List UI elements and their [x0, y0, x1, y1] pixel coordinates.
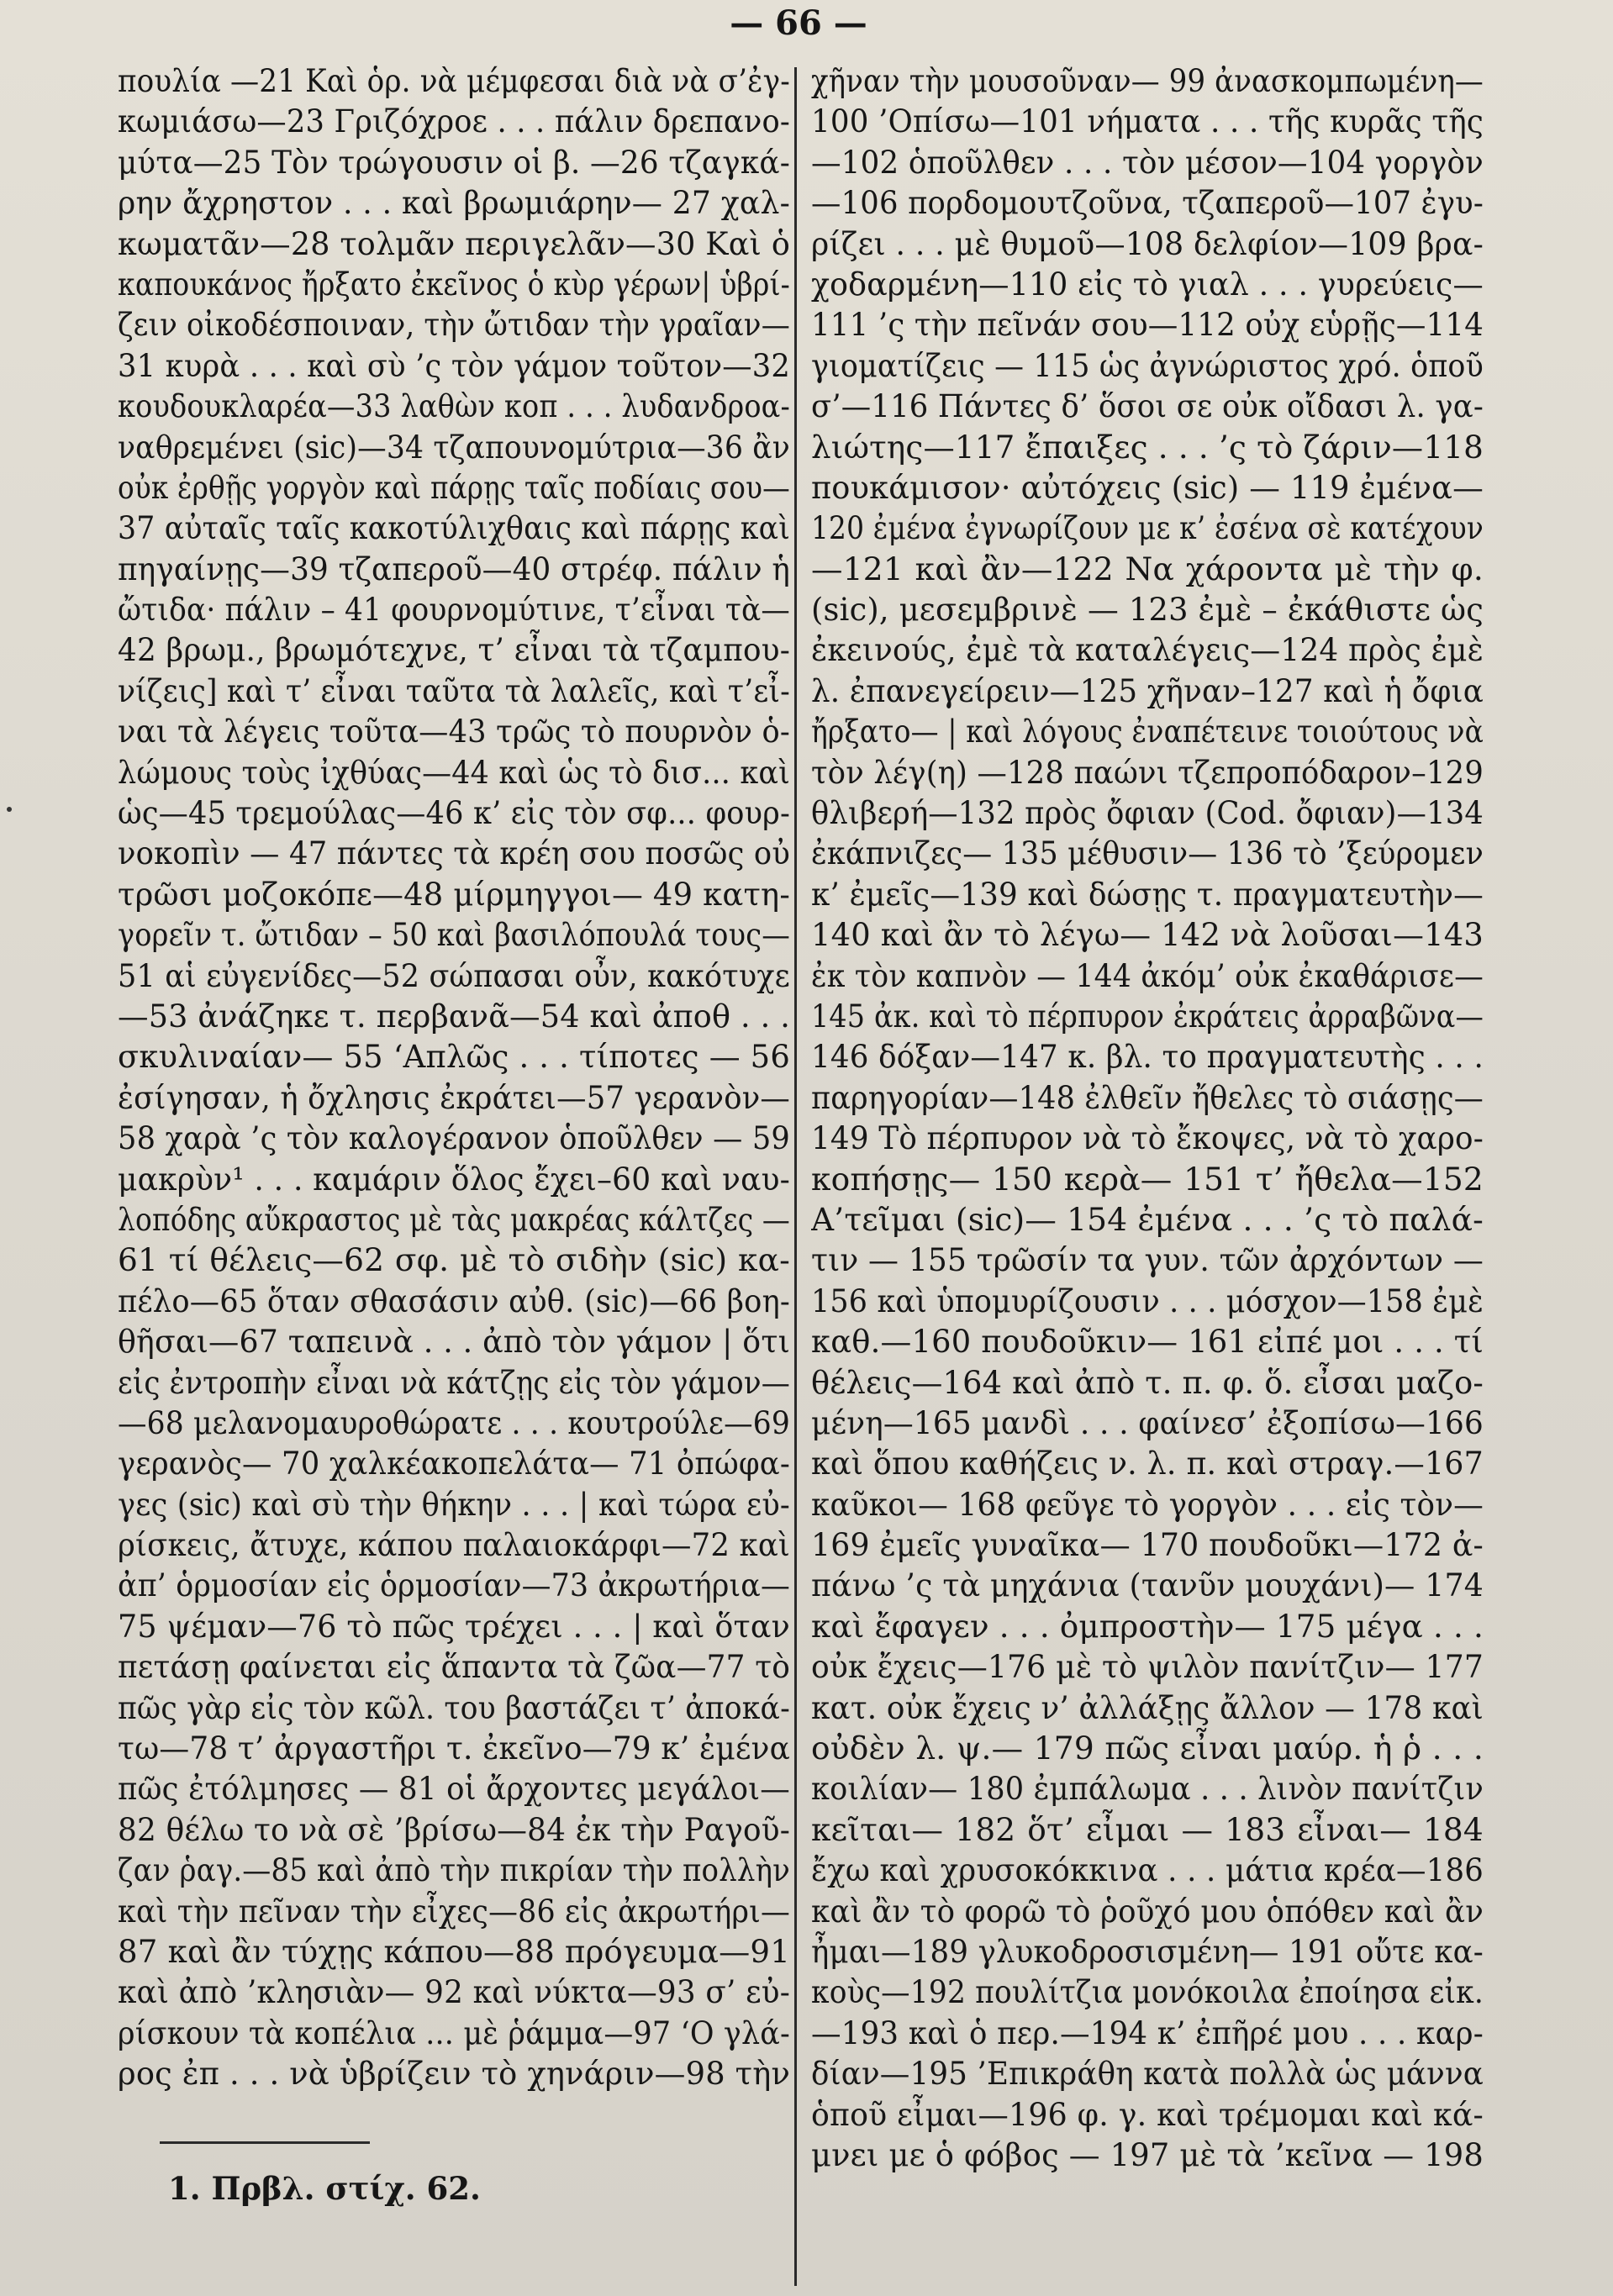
text-line: κατ. οὐκ ἔχεις ν’ ἀλλάξῃς ἄλλον — 178 καὶ [811, 1688, 1484, 1726]
text-line: 156 καὶ ὑπομυρίζουσιν . . . μόσχον—158 ἐμὲ [811, 1282, 1484, 1319]
text-line: χοδαρμένη—110 εἰς τὸ γιαλ . . . γυρεύεις— [811, 265, 1484, 303]
text-line: νίζεις] καὶ τ’ εἶναι ταῦτα τὰ λαλεῖς, καὶ τ’εἶ- [118, 671, 790, 709]
text-line: ἐκ τὸν καπνὸν — 144 ἀκόμ’ οὐκ ἐκαθάρισε— [811, 956, 1484, 994]
text-line: 61 τί θέλεις—62 σφ. μὲ τὸ σιδὴν (sic) κα- [118, 1241, 790, 1279]
text-line: εἰς ἐντροπὴν εἶναι νὰ κάτζῃς εἰς τὸν γάμον— [118, 1363, 790, 1401]
text-line: ἀπ’ ὁρμοσίαν εἰς ὁρμοσίαν—73 ἀκρωτήρια— [118, 1567, 790, 1604]
text-line: γες (sic) καὶ σὺ τὴν θήκην . . . | καὶ τώρα εὐ- [118, 1485, 790, 1523]
text-line: 146 δόξαν—147 κ. βλ. το πραγματευτὴς . . . [811, 1038, 1484, 1076]
text-line: λ. ἐπανεγείρειν—125 χῆναν–127 καὶ ἡ ὄφια [811, 671, 1484, 709]
text-line: καπουκάνος ἤρξατο ἐκεῖνος ὁ κὺρ γέρων| ὑβρί- [118, 265, 790, 303]
text-line: κουδουκλαρέα—33 λαθὼν κοπ . . . λυδανδροα- [118, 387, 790, 425]
text-line: λώμους τοὺς ἰχθύας—44 καὶ ὡς τὸ δισ... καὶ [118, 753, 790, 791]
text-line: ἐκάπνιζες— 135 μέθυσιν— 136 τὸ ’ξεύρομεν [811, 835, 1484, 872]
text-line: μνει με ὁ φόβος — 197 μὲ τὰ ’κεῖνα — 198 [811, 2135, 1484, 2173]
left-column [118, 61, 790, 2094]
text-line: πέλο—65 ὅταν σθασάσιν αὐθ. (sic)—66 βοη- [118, 1282, 790, 1319]
text-line: καὶ ἂν τὸ φορῶ τὸ ῥοῦχό μου ὁπόθεν καὶ ἂν [811, 1892, 1484, 1930]
text-line: καθ.—160 πουδοῦκιν— 161 εἰπέ μοι . . . τί [811, 1323, 1484, 1361]
text-line: ρος ἐπ . . . νὰ ὑβρίζειν τὸ χηνάριν—98 τὴν [118, 2055, 790, 2093]
text-line: ἤρξατο— | καὶ λόγους ἐναπέτεινε τοιούτους νὰ [811, 713, 1484, 750]
text-line: —68 μελανομαυροθώρατε . . . κουτρούλε—69 [118, 1403, 790, 1441]
text-line: —53 ἀνάζηκε τ. περβανᾶ—54 καὶ ἀποθ . . . [118, 997, 790, 1035]
text-line: κ’ ἐμεῖς—139 καὶ δώσῃς τ. πραγματευτὴν— [811, 875, 1484, 913]
page-blemish [7, 807, 12, 812]
text-line: δίαν—195 ’Επικράθη κατὰ πολλὰ ὡς μάννα [811, 2055, 1484, 2093]
page-number: — 66 — [730, 3, 867, 43]
text-line: ἐκεινούς, ἐμὲ τὰ καταλέγεις—124 πρὸς ἐμὲ [811, 631, 1484, 669]
text-line: τρῶσι μοζοκόπε—48 μίρμηγγοι— 49 κατη- [118, 875, 790, 913]
text-line: τω—78 τ’ ἀργαστῆρι τ. ἐκεῖνο—79 κ’ ἐμένα [118, 1730, 790, 1767]
text-line: σκυλιναίαν— 55 ‘Απλῶς . . . τίποτες — 56 [118, 1038, 790, 1076]
text-line: ναθρεμένει (sic)—34 τζαπουνομύτρια—36 ἂν [118, 428, 790, 466]
text-line: καὶ ἔφαγεν . . . ὀμπροστὴν— 175 μέγα . . . [811, 1607, 1484, 1645]
text-line: 111 ’ς τὴν πεῖνάν σου—112 οὐχ εὑρῇς—114 [811, 306, 1484, 344]
text-line: κεῖται— 182 ὅτ’ εἶμαι — 183 εἶναι— 184 [811, 1810, 1484, 1848]
text-line: —121 καὶ ἂν—122 Να χάροντα μὲ τὴν φ. [811, 550, 1484, 587]
text-line: πουλία —21 Καὶ ὁρ. νὰ μέμφεσαι διὰ νὰ σ’ἐγ- [118, 62, 790, 99]
text-line: —106 πορδομουτζοῦνα, τζαπεροῦ—107 ἐγυ- [811, 184, 1484, 222]
text-line: ρίσκεις, ἄτυχε, κάπου παλαιοκάρφι—72 καὶ [118, 1526, 790, 1564]
text-line: παρηγορίαν—148 ἐλθεῖν ἤθελες τὸ σιάσῃς— [811, 1078, 1484, 1116]
text-line: νοκοπὶν — 47 πάντες τὰ κρέη σου ποσῶς οὐ [118, 835, 790, 872]
text-line: 37 αὐταῖς ταῖς κακοτύλιχθαις καὶ πάρῃς καὶ [118, 509, 790, 547]
text-line: μακρὺν¹ . . . καμάριν ὅλος ἔχει–60 καὶ ναυ- [118, 1160, 790, 1198]
text-line: 100 ’Οπίσω—101 νήματα . . . τῆς κυρᾶς τῆς [811, 103, 1484, 140]
text-line: 140 καὶ ἂν τὸ λέγω— 142 νὰ λοῦσαι—143 [811, 916, 1484, 954]
text-line: ὤτιδα· πάλιν – 41 φουρνομύτινε, τ’εἶναι τὰ— [118, 591, 790, 629]
text-line: ἐσίγησαν, ἡ ὄχλησις ἐκράτει—57 γερανὸν— [118, 1078, 790, 1116]
text-line: ρην ἄχρηστον . . . καὶ βρωμιάρην— 27 χαλ- [118, 184, 790, 222]
text-line: κοιλίαν— 180 ἐμπάλωμα . . . λινὸν πανίτζιν [811, 1770, 1484, 1808]
text-line: 51 αἱ εὐγενίδες—52 σώπασαι οὖν, κακότυχε [118, 956, 790, 994]
text-line: 87 καὶ ἂν τύχῃς κάπου—88 πρόγευμα—91 [118, 1932, 790, 1970]
text-line: ρίσκουν τὰ κοπέλια ... μὲ ῥάμμα—97 ‘Ο γλά- [118, 2014, 790, 2051]
text-line: οὐδὲν λ. ψ.— 179 πῶς εἶναι μαύρ. ἡ ῥ . . . [811, 1730, 1484, 1767]
text-line: 145 ἀκ. καὶ τὸ πέρπυρον ἐκράτεις ἀρραβῶνα— [811, 997, 1484, 1035]
text-line: κοπήσῃς— 150 κερὰ— 151 τ’ ἤθελα—152 [811, 1160, 1484, 1198]
text-line: ρίζει . . . μὲ θυμοῦ—108 δελφίον—109 βρα- [811, 224, 1484, 262]
text-line: ἦμαι—189 γλυκοδροσισμένη— 191 οὔτε κα- [811, 1932, 1484, 1970]
text-line: γερανὸς— 70 χαλκέακοπελάτα— 71 ὀπώφα- [118, 1445, 790, 1482]
text-line: 120 ἐμένα ἐγνωρίζουν με κ’ ἐσένα σὲ κατέχουν [811, 509, 1484, 547]
right-column [811, 61, 1484, 2175]
text-line: μένη—165 μανδὶ . . . φαίνεσ’ ἐξοπίσω—166 [811, 1403, 1484, 1441]
text-line: ἔχω καὶ χρυσοκόκκινα . . . μάτια κρέα—186 [811, 1851, 1484, 1889]
text-line: καῦκοι— 168 φεῦγε τὸ γοργὸν . . . εἰς τὸν— [811, 1485, 1484, 1523]
text-line: καὶ ἀπὸ ’κλησιὰν— 92 καὶ νύκτα—93 σ’ εὐ- [118, 1973, 790, 2011]
text-line: 31 κυρὰ . . . καὶ σὺ ’ς τὸν γάμον τοῦτον—32 [118, 346, 790, 384]
text-line: λοπόδης αὔκραστος μὲ τὰς μακρέας κάλτζες — [118, 1200, 790, 1238]
text-line: 149 Τὸ πέρπυρον νὰ τὸ ἔκοψες, νὰ τὸ χαρο- [811, 1119, 1484, 1157]
text-line: χῆναν τὴν μουσοῦναν— 99 ἀνασκομπωμένη— [811, 62, 1484, 99]
text-line: τὸν λέγ(η) —128 παώνι τζεπροπόδαρον–129 [811, 753, 1484, 791]
text-line: καὶ ὅπου καθήζεις ν. λ. π. καὶ στραγ.—167 [811, 1445, 1484, 1482]
text-line: γορεῖν τ. ὤτιδαν – 50 καὶ βασιλόπουλά τους— [118, 916, 790, 954]
text-line: κοὺς—192 πουλίτζια μονόκοιλα ἐποίησα εἰκ. [811, 1973, 1484, 2011]
text-line: πῶς ἐτόλμησες — 81 οἱ ἄρχοντες μεγάλοι— [118, 1770, 790, 1808]
text-line: κωματᾶν—28 τολμᾶν περιγελᾶν—30 Καὶ ὁ [118, 224, 790, 262]
text-line: —102 ὁπoῦλθεν . . . τὸν μέσον—104 γοργὸν [811, 143, 1484, 181]
text-line: ζειν οἰκοδέσποιναν, τὴν ὤτιδαν τὴν γραῖαν— [118, 306, 790, 344]
text-line: ὡς—45 τρεμούλας—46 κ’ εἰς τὸν σφ... φουρ- [118, 794, 790, 832]
footnote: 1. Πρβλ. στίχ. 62. [168, 2170, 481, 2207]
text-line: 42 βρωμ., βρωμότεχνε, τ’ εἶναι τὰ τζαμπου- [118, 631, 790, 669]
text-line: γιοματίζεις — 115 ὡς ἀγνώριστος χρό. ὁποῦ [811, 346, 1484, 384]
text-line: πῶς γὰρ εἰς τὸν κῶλ. του βαστάζει τ’ ἀποκά- [118, 1688, 790, 1726]
text-line: πάνω ’ς τὰ μηχάνια (τανῦν μουχάνι)— 174 [811, 1567, 1484, 1604]
text-line: θλιβερή—132 πρὸς ὄφιαν (Cod. ὄφιαν)—134 [811, 794, 1484, 832]
text-line: οὐκ ἐρθῇς γοργὸν καὶ πάρῃς ταῖς ποδίαις σου— [118, 468, 790, 506]
text-line: ναι τὰ λέγεις τοῦτα—43 τρῶς τὸ πουρνὸν ὁ- [118, 713, 790, 750]
text-line: μύτα—25 Τὸν τρώγουσιν οἱ β. —26 τζαγκά- [118, 143, 790, 181]
text-line: τιν — 155 τρῶσίν τα γυν. τῶν ἀρχόντων — [811, 1241, 1484, 1279]
text-line: ζαν ῥαγ.—85 καὶ ἀπὸ τὴν πικρίαν τὴν πολλὴν [118, 1851, 790, 1889]
text-line: (sic), μεσεμβρινὲ — 123 ἐμὲ – ἐκάθιστε ὡς [811, 591, 1484, 629]
text-line: καὶ τὴν πεῖναν τὴν εἶχες—86 εἰς ἀκρωτήρι— [118, 1892, 790, 1930]
text-line: θῆσαι—67 ταπεινὰ . . . ἀπὸ τὸν γάμον | ὅτι [118, 1323, 790, 1361]
text-line: θέλεις—164 καὶ ἀπὸ τ. π. φ. ὅ. εἶσαι μαζο- [811, 1363, 1484, 1401]
text-line: πετάσῃ φαίνεται εἰς ἅπαντα τὰ ζῶα—77 τὸ [118, 1648, 790, 1686]
text-line: 82 θέλω το νὰ σὲ ’βρίσω—84 ἐκ τὴν Ραγοῦ- [118, 1810, 790, 1848]
text-line: πηγαίνῃς—39 τζαπεροῦ—40 στρέφ. πάλιν ἡ [118, 550, 790, 587]
text-line: κωμιάσω—23 Γριζόχροε . . . πάλιν δρεπανο- [118, 103, 790, 140]
text-line: πουκάμισον· αὐτόχεις (sic) — 119 ἐμένα— [811, 468, 1484, 506]
text-line: οὐκ ἔχεις—176 μὲ τὸ ψιλὸν πανίτζιν— 177 [811, 1648, 1484, 1686]
text-line: 58 χαρὰ ’ς τὸν καλογέρανον ὁπoῦλθεν — 59 [118, 1119, 790, 1157]
text-line: σ’—116 Πάντες δ’ ὅσοι σε οὐκ οἴδασι λ. γα- [811, 387, 1484, 425]
text-line: Α’τεῖμαι (sic)— 154 ἐμένα . . . ’ς τὸ παλά- [811, 1200, 1484, 1238]
text-line: 75 ψέμαν—76 τὸ πῶς τρέχει . . . | καὶ ὅταν [118, 1607, 790, 1645]
text-line: λιώτης—117 ἔπαιξες . . . ’ς τὸ ζάριν—118 [811, 428, 1484, 466]
text-line: ὁπoῦ εἶμαι—196 φ. γ. καὶ τρέμομαι καὶ κά- [811, 2095, 1484, 2133]
column-divider [794, 67, 797, 2286]
text-line: 169 ἐμεῖς γυναῖκα— 170 πουδοῦκι—172 ἀ- [811, 1526, 1484, 1564]
footnote-rule [160, 2141, 370, 2144]
text-line: —193 καὶ ὁ περ.—194 κ’ ἐπῆρέ μου . . . καρ- [811, 2014, 1484, 2051]
